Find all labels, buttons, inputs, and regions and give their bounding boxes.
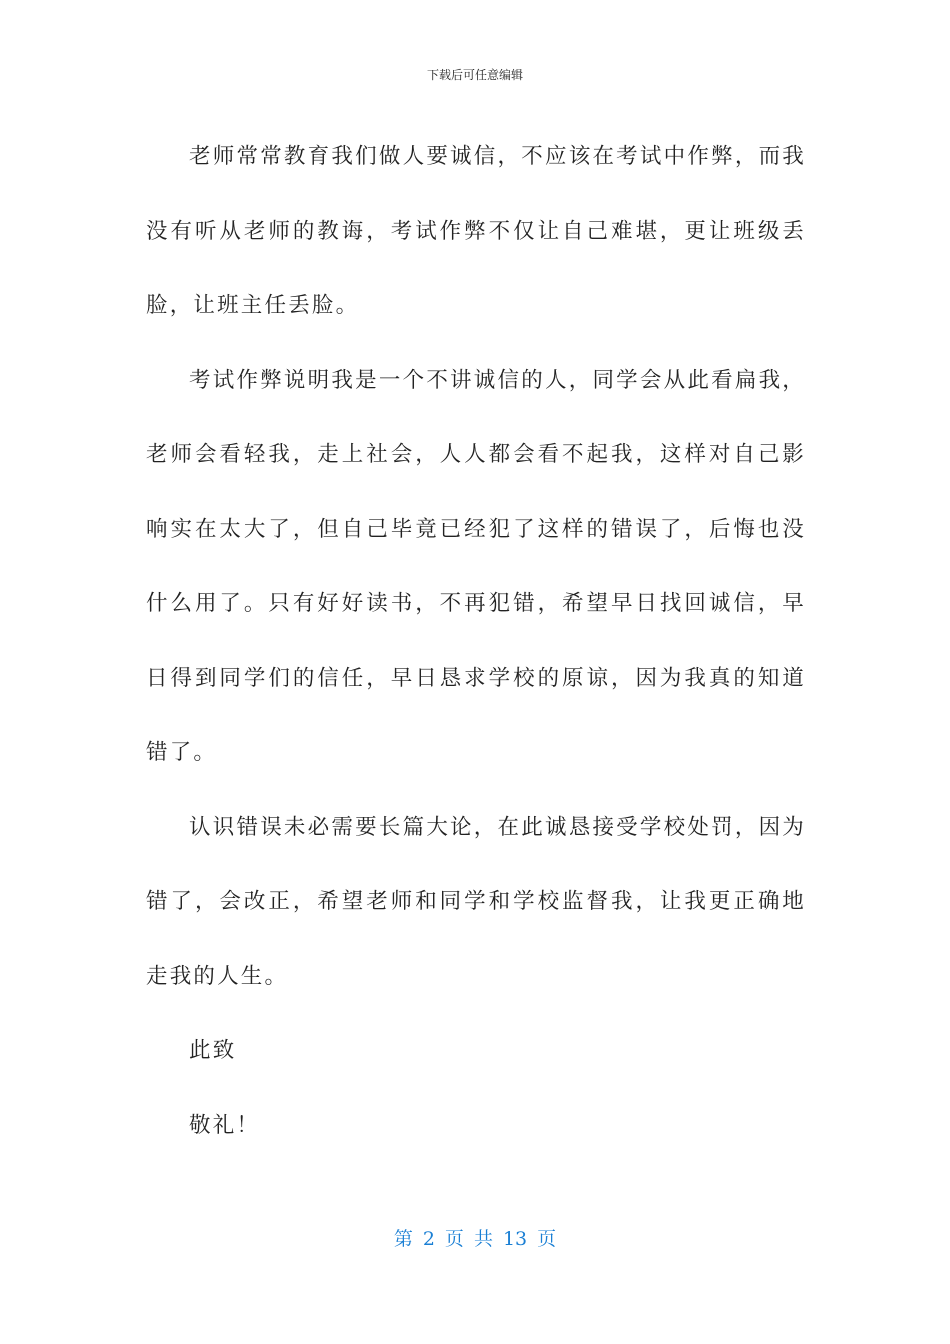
footer-prefix: 第 [393,1228,413,1250]
page-footer [0,1224,950,1251]
footer-suffix: 页 [537,1228,557,1250]
footer-page-number: 2 [422,1228,435,1250]
paragraph-1: 老师常常教育我们做人要诚信，不应该在考试中作弊，而我没有听从老师的教诲，考试作弊不仅让自己难堪，更让班级丢脸，让班主任丢脸。 [146,144,806,318]
paragraph-3: 认识错误未必需要长篇大论，在此诚恳接受学校处罚，因为错了，会改正，希望老师和同学和学校监督我，让我更正确地走我的人生。 [146,814,806,989]
paragraph-2: 考试作弊说明我是一个不讲诚信的人，同学会从此看扁我，老师会看轻我，走上社会，人人都会看不起我，这样对自己影响实在太大了，但自己毕竟已经犯了这样的错误了，后悔也没什么用了。只有好好读书，不再犯错，希望早日找回诚信，早日得到同学们的信任，早日恳求学校的原谅，因为我真的知道错了。 [146,367,806,765]
page-header: 下载后可任意编辑 [426,68,523,82]
footer-total-pages: 13 [502,1228,528,1250]
document-body [146,120,806,1163]
closing-salutation: 此致 [189,1038,237,1063]
footer-middle: 页 共 [444,1228,493,1250]
closing-regards: 敬礼！ [189,1112,261,1138]
